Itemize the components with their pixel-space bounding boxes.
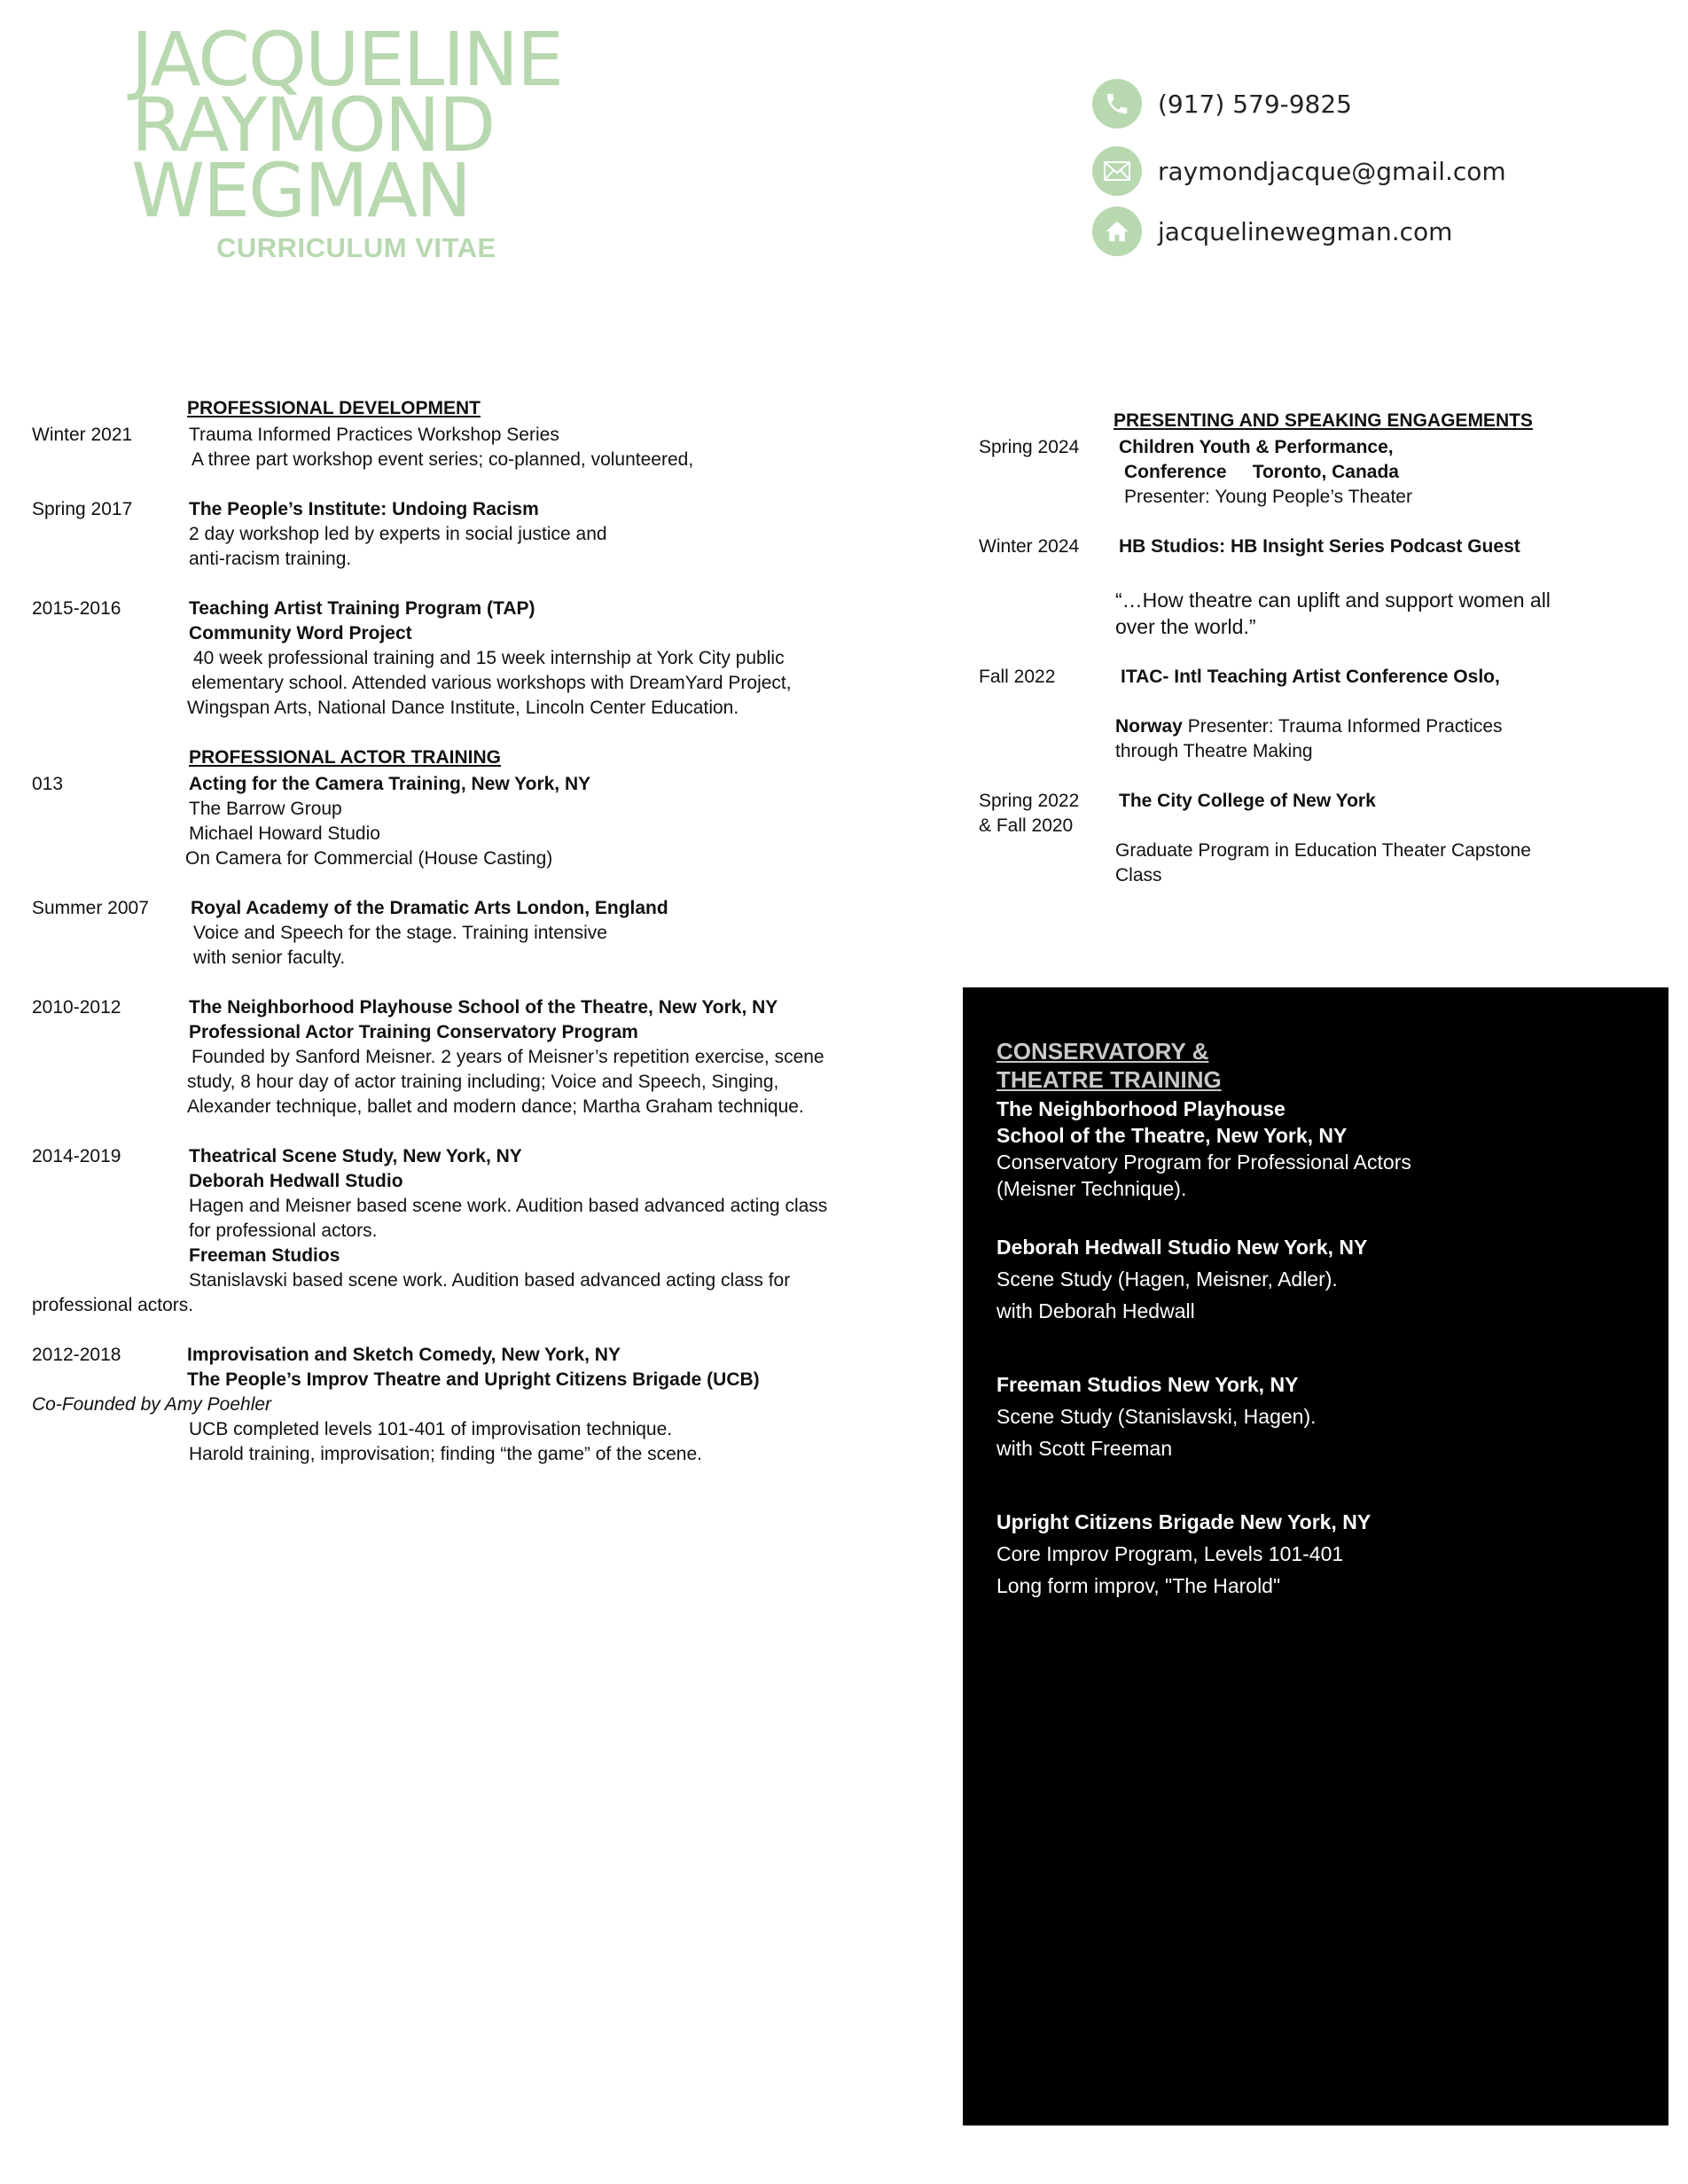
box-b1-title-2: School of the Theatre, New York, NY bbox=[996, 1124, 1348, 1147]
at3-date: 2010-2012 bbox=[32, 997, 121, 1018]
at1-title: Acting for the Camera Training, New York, NY bbox=[189, 774, 591, 794]
at2-date: Summer 2007 bbox=[32, 898, 149, 918]
at4-sub-2: Freeman Studios bbox=[189, 1245, 340, 1266]
at5-cofounded: Co-Founded by Amy Poehler bbox=[32, 1394, 272, 1415]
at1-line-1: The Barrow Group bbox=[189, 799, 342, 819]
at5-title-2: The People’s Improv Theatre and Upright Citizens Brigade (UCB) bbox=[187, 1369, 760, 1390]
e2-quote-1: “…How theatre can uplift and support women all bbox=[1115, 589, 1551, 612]
box-b4-desc-2: Long form improv, "The Harold" bbox=[996, 1574, 1281, 1597]
at4-date: 2014-2019 bbox=[32, 1146, 121, 1166]
at2-title: Royal Academy of the Dramatic Arts London, England bbox=[191, 898, 668, 918]
e3-desc-1: Presenter: Trauma Informed Practices bbox=[1182, 716, 1503, 737]
e4-date-1: Spring 2022 bbox=[979, 791, 1080, 811]
mail-icon bbox=[1092, 146, 1142, 196]
e3-title: ITAC- Intl Teaching Artist Conference Oslo, bbox=[1121, 667, 1500, 687]
at3-desc-1: Founded by Sanford Meisner. 2 years of Meisner’s repetition exercise, scene bbox=[191, 1047, 824, 1067]
box-heading-2: THEATRE TRAINING bbox=[996, 1066, 1222, 1093]
pd1-desc: A three part workshop event series; co-planned, volunteered, bbox=[191, 449, 694, 470]
at2-desc-2: with senior faculty. bbox=[193, 948, 346, 968]
at4-desc-4: professional actors. bbox=[32, 1295, 194, 1315]
e1-title-2: Conference Toronto, Canada bbox=[1124, 462, 1399, 482]
box-b1-desc-2: (Meisner Technique). bbox=[996, 1177, 1187, 1200]
at4-desc-1: Hagen and Meisner based scene work. Audition based advanced acting class bbox=[189, 1196, 828, 1216]
e1-title-1: Children Youth & Performance, bbox=[1119, 437, 1394, 457]
at3-desc-2: study, 8 hour day of actor training including; Voice and Speech, Singing, bbox=[187, 1072, 779, 1092]
e3-desc-line bbox=[1115, 714, 1503, 739]
professional-development-heading: PROFESSIONAL DEVELOPMENT bbox=[187, 398, 481, 418]
name-line-1: JACQUELINE bbox=[131, 16, 563, 103]
pd1-title: Trauma Informed Practices Workshop Series bbox=[189, 425, 559, 445]
at4-desc-2: for professional actors. bbox=[189, 1221, 378, 1241]
contact-email bbox=[1092, 145, 1506, 197]
e2-title: HB Studios: HB Insight Series Podcast Guest bbox=[1119, 536, 1520, 557]
box-b2-title: Deborah Hedwall Studio New York, NY bbox=[996, 1236, 1368, 1259]
contact-phone bbox=[1092, 78, 1352, 129]
contact-website bbox=[1092, 206, 1452, 257]
pd2-desc-1: 2 day workshop led by experts in social justice and bbox=[189, 524, 607, 544]
box-b2-desc-2: with Deborah Hedwall bbox=[996, 1299, 1195, 1322]
at5-date: 2012-2018 bbox=[32, 1345, 121, 1365]
e1-date: Spring 2024 bbox=[979, 437, 1080, 457]
e4-date-2: & Fall 2020 bbox=[979, 815, 1074, 836]
at1-line-3: On Camera for Commercial (House Casting) bbox=[185, 848, 553, 869]
at1-date: 013 bbox=[32, 774, 64, 794]
box-b3-desc-1: Scene Study (Stanislavski, Hagen). bbox=[996, 1405, 1317, 1428]
box-b1-desc-1: Conservatory Program for Professional Actors bbox=[996, 1150, 1411, 1174]
e4-desc-1: Graduate Program in Education Theater Capstone bbox=[1115, 840, 1531, 861]
at3-title-1: The Neighborhood Playhouse School of the Theatre, New York, NY bbox=[189, 997, 778, 1018]
at5-desc-1: UCB completed levels 101-401 of improvisation technique. bbox=[189, 1419, 673, 1439]
at4-sub-1: Deborah Hedwall Studio bbox=[189, 1171, 403, 1191]
e3-bold: Norway bbox=[1115, 716, 1183, 737]
email-text[interactable]: raymondjacque@gmail.com bbox=[1158, 156, 1506, 186]
e2-quote-2: over the world.” bbox=[1115, 615, 1256, 638]
box-b2-desc-1: Scene Study (Hagen, Meisner, Adler). bbox=[996, 1268, 1338, 1291]
phone-text[interactable]: (917) 579-9825 bbox=[1158, 89, 1352, 119]
e2-date: Winter 2024 bbox=[979, 536, 1080, 557]
pd3-desc-2: elementary school. Attended various workshops with DreamYard Project, bbox=[191, 673, 792, 693]
e4-desc-2: Class bbox=[1115, 865, 1162, 885]
pd2-title: The People’s Institute: Undoing Racism bbox=[189, 499, 539, 519]
at5-desc-2: Harold training, improvisation; finding “the game” of the scene. bbox=[189, 1444, 702, 1464]
at3-title-2: Professional Actor Training Conservatory Program bbox=[189, 1022, 638, 1042]
pd1-date: Winter 2021 bbox=[32, 425, 133, 445]
box-b3-desc-2: with Scott Freeman bbox=[996, 1437, 1173, 1460]
e1-desc: Presenter: Young People’s Theater bbox=[1124, 487, 1412, 507]
at2-desc-1: Voice and Speech for the stage. Training intensive bbox=[193, 923, 607, 943]
e3-date: Fall 2022 bbox=[979, 667, 1056, 687]
at4-title: Theatrical Scene Study, New York, NY bbox=[189, 1146, 522, 1166]
pd2-desc-2: anti-racism training. bbox=[189, 549, 352, 569]
e3-desc-2: through Theatre Making bbox=[1115, 741, 1313, 761]
candidate-name bbox=[131, 16, 563, 234]
box-b4-title: Upright Citizens Brigade New York, NY bbox=[996, 1510, 1372, 1533]
pd3-title-1: Teaching Artist Training Program (TAP) bbox=[189, 598, 535, 619]
e4-title: The City College of New York bbox=[1119, 791, 1376, 811]
phone-icon bbox=[1092, 79, 1142, 129]
website-text[interactable]: jacquelinewegman.com bbox=[1158, 216, 1453, 246]
home-icon bbox=[1092, 207, 1142, 256]
pd3-date: 2015-2016 bbox=[32, 598, 121, 619]
box-b1-title-1: The Neighborhood Playhouse bbox=[996, 1097, 1286, 1120]
pd3-desc-3: Wingspan Arts, National Dance Institute, Lincoln Center Education. bbox=[187, 698, 739, 718]
box-b3-title: Freeman Studios New York, NY bbox=[996, 1373, 1299, 1396]
box-heading-1: CONSERVATORY & bbox=[996, 1038, 1209, 1065]
pd3-desc-1: 40 week professional training and 15 week internship at York City public bbox=[193, 648, 785, 668]
box-b4-desc-1: Core Improv Program, Levels 101-401 bbox=[996, 1542, 1344, 1565]
at4-desc-3: Stanislavski based scene work. Audition based advanced acting class for bbox=[189, 1270, 791, 1291]
at5-title-1: Improvisation and Sketch Comedy, New York, NY bbox=[187, 1345, 621, 1365]
document-subtitle: CURRICULUM VITAE bbox=[216, 232, 496, 263]
name-line-3: WEGMAN bbox=[131, 147, 470, 234]
professional-actor-training-heading: PROFESSIONAL ACTOR TRAINING bbox=[189, 747, 501, 768]
pd2-date: Spring 2017 bbox=[32, 499, 133, 519]
name-line-2: RAYMOND bbox=[131, 82, 495, 168]
at3-desc-3: Alexander technique, ballet and modern dance; Martha Graham technique. bbox=[187, 1096, 804, 1117]
presenting-heading: PRESENTING AND SPEAKING ENGAGEMENTS bbox=[1114, 410, 1533, 431]
pd3-title-2: Community Word Project bbox=[189, 623, 412, 644]
at1-line-2: Michael Howard Studio bbox=[189, 823, 380, 844]
